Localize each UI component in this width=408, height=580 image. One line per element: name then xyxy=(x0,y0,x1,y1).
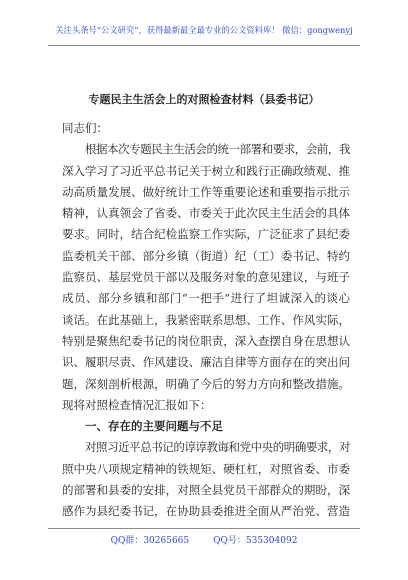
body-line: 谈话。在此基础上，我紧密联系思想、工作、作风实际， xyxy=(62,312,350,327)
body-line: 监察员、基层党员干部以及服务对象的意见建议，与班子 xyxy=(62,270,350,285)
section-heading: 一、存在的主要问题与不足 xyxy=(85,419,223,434)
body-line: 照中央八项规定精神的铁规矩、硬杠杠，对照省委、市委 xyxy=(62,461,350,476)
body-line: 成员、部分乡镇和部门“一把手”进行了坦诚深入的谈心 xyxy=(62,291,350,306)
body-line: 动高质量发展、做好统计工作等重要论述和重要指示批示 xyxy=(62,184,350,199)
footer-qq-number: QQ号：535304092 xyxy=(213,536,298,546)
document-title: 专题民主生活会上的对照检查材料（县委书记） xyxy=(88,93,320,106)
footer xyxy=(0,535,408,547)
header-divider xyxy=(48,45,360,46)
footer-qq-group: QQ群：30265665 xyxy=(110,536,190,546)
body-line: 深入学习了习近平总书记关于树立和践行正确政绩观、推 xyxy=(62,163,350,178)
body-line: 根据本次专题民主生活会的统一部署和要求，会前，我 xyxy=(85,142,350,157)
body-line: 识、履职尽责、作风建设、廉洁自律等方面存在的突出问 xyxy=(62,355,350,370)
intro-paragraph xyxy=(62,139,350,416)
body-line: 对照习近平总书记的谆谆教诲和党中央的明确要求，对 xyxy=(85,440,350,455)
body-line: 特别是聚焦纪委书记的岗位职责，深入查摆自身在思想认 xyxy=(62,333,350,348)
footer-divider xyxy=(48,528,360,529)
body-line: 的部署和县委的安排，对照全县党员干部群众的期盼，深 xyxy=(62,483,350,498)
section-paragraph xyxy=(62,437,350,522)
header-promo-text: 关注头条号“公文研究”，获得最新最全最专业的公文资料库！ 微信：gongwenyj xyxy=(55,25,353,35)
body-line: 感作为县纪委书记，在协助县委推进全面从严治党、营造 xyxy=(62,504,350,519)
body-line: 要求。同时，结合纪检监察工作实际，广泛征求了县纪委 xyxy=(62,227,350,242)
body-line: 监委机关干部、部分乡镇（街道）纪（工）委书记、特约 xyxy=(62,248,350,263)
body-line: 现将对照检查情况汇报如下： xyxy=(62,397,212,412)
salutation: 同志们： xyxy=(62,121,108,135)
body-line: 题，深刻剖析根源，明确了今后的努力方向和整改措施。 xyxy=(62,376,350,391)
document-body xyxy=(62,118,350,523)
body-line: 精神，认真领会了省委、市委关于此次民主生活会的具体 xyxy=(62,206,350,221)
